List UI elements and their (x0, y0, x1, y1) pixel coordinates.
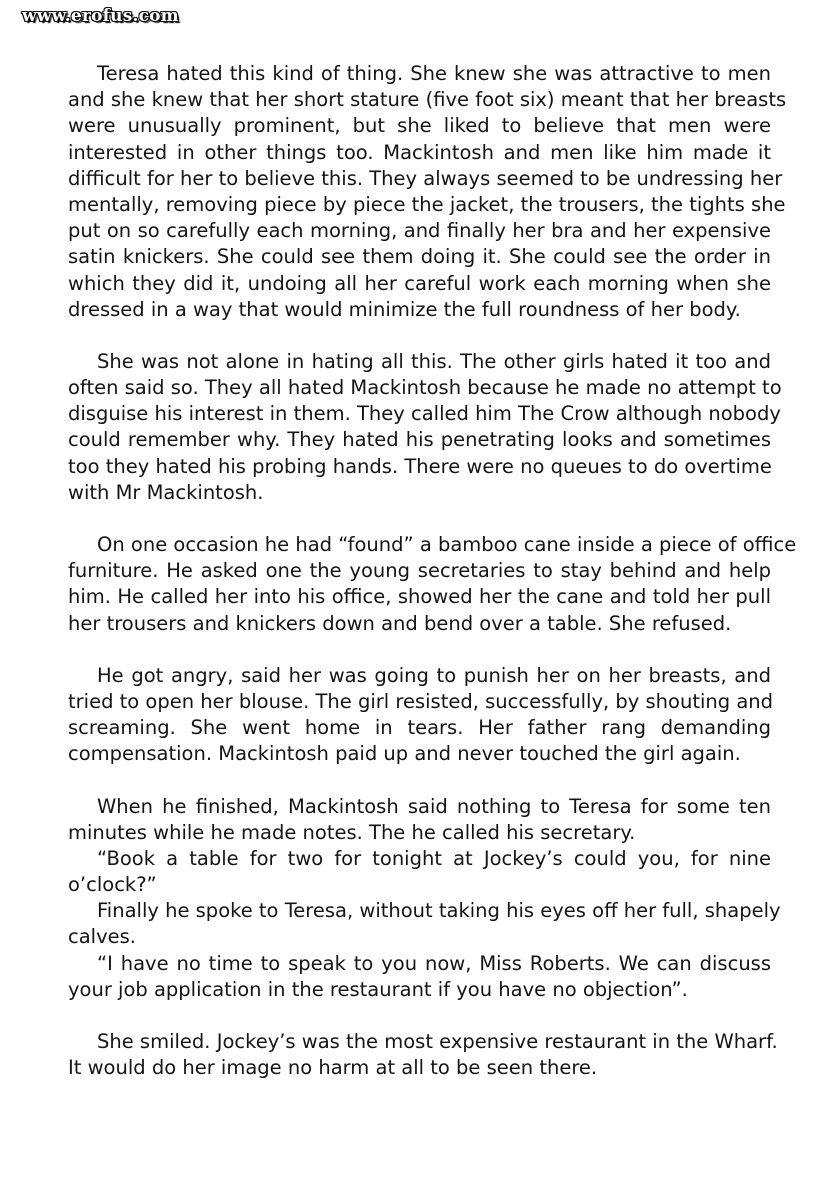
text-line: minutes while he made notes. The he called his secretary. (68, 820, 636, 844)
text-line: often said so. They all hated Mackintosh because he made no attempt to (68, 376, 782, 400)
text-line: mentally, removing piece by piece the jacket, the trousers, the tights she (68, 192, 786, 216)
text-line: tried to open her blouse. The girl resisted, successfully, by shouting and (68, 689, 774, 713)
text-line: which they did it, undoing all her careful work each morning when she (68, 271, 771, 295)
text-line: interested in other things too. Mackintosh and men like him made it (68, 140, 771, 164)
paragraph (68, 663, 774, 768)
text-line: difficult for her to believe this. They always seemed to be undressing her (68, 166, 783, 190)
text-line: with Mr Mackintosh. (68, 480, 264, 504)
text-line: were unusually prominent, but she liked to believe that men were (68, 114, 771, 138)
text-line: your job application in the restaurant if you have no objection”. (68, 977, 688, 1001)
text-line: could remember why. They hated his penetrating looks and sometimes (68, 428, 771, 452)
paragraph (68, 61, 787, 323)
text-line: On one occasion he had “found” a bamboo cane inside a piece of office (97, 533, 797, 556)
text-line: satin knickers. She could see them doing it. She could see the order in (68, 245, 771, 269)
text-line: calves. (68, 925, 136, 949)
text-line: When he finished, Mackintosh said nothing to Teresa for some ten (97, 794, 771, 818)
story-text (68, 61, 797, 1107)
text-line: Finally he spoke to Teresa, without taking his eyes off her full, shapely (97, 899, 781, 923)
paragraph (68, 349, 782, 506)
text-line: furniture. He asked one the young secretaries to stay behind and help (68, 559, 771, 583)
text-line: It would do her image no harm at all to be seen there. (68, 1056, 598, 1080)
text-line: her trousers and knickers down and bend over a table. She refused. (68, 611, 732, 635)
text-line: him. He called her into his office, showed her the cane and told her pull (68, 585, 771, 609)
text-line: too they hated his probing hands. There were no queues to do overtime (68, 454, 772, 478)
text-line: Teresa hated this kind of thing. She knew she was attractive to men (97, 62, 771, 85)
text-line: “I have no time to speak to you now, Miss Roberts. We can discuss (97, 951, 771, 975)
text-line: She smiled. Jockey’s was the most expensive restaurant in the Wharf. (97, 1030, 778, 1053)
site-watermark: www.erofus.com (22, 6, 179, 26)
paragraph (68, 532, 797, 637)
text-line: disguise his interest in them. They called him The Crow although nobody (68, 402, 781, 426)
text-line: compensation. Mackintosh paid up and never touched the girl again. (68, 742, 741, 766)
paragraph (68, 794, 781, 1004)
paragraph (68, 1029, 778, 1081)
text-line: “Book a table for two for tonight at Jockey’s could you, for nine (97, 846, 771, 870)
text-line: put on so carefully each morning, and finally her bra and her expensive (68, 219, 771, 243)
text-line: screaming. She went home in tears. Her father rang demanding (68, 716, 771, 740)
text-line: She was not alone in hating all this. The other girls hated it too and (97, 349, 771, 373)
text-line: dressed in a way that would minimize the full roundness of her body. (68, 297, 741, 321)
text-line: and she knew that her short stature (five foot six) meant that her breasts (68, 88, 787, 112)
text-line: o’clock?” (68, 873, 157, 897)
text-line: He got angry, said her was going to punish her on her breasts, and (97, 663, 771, 687)
